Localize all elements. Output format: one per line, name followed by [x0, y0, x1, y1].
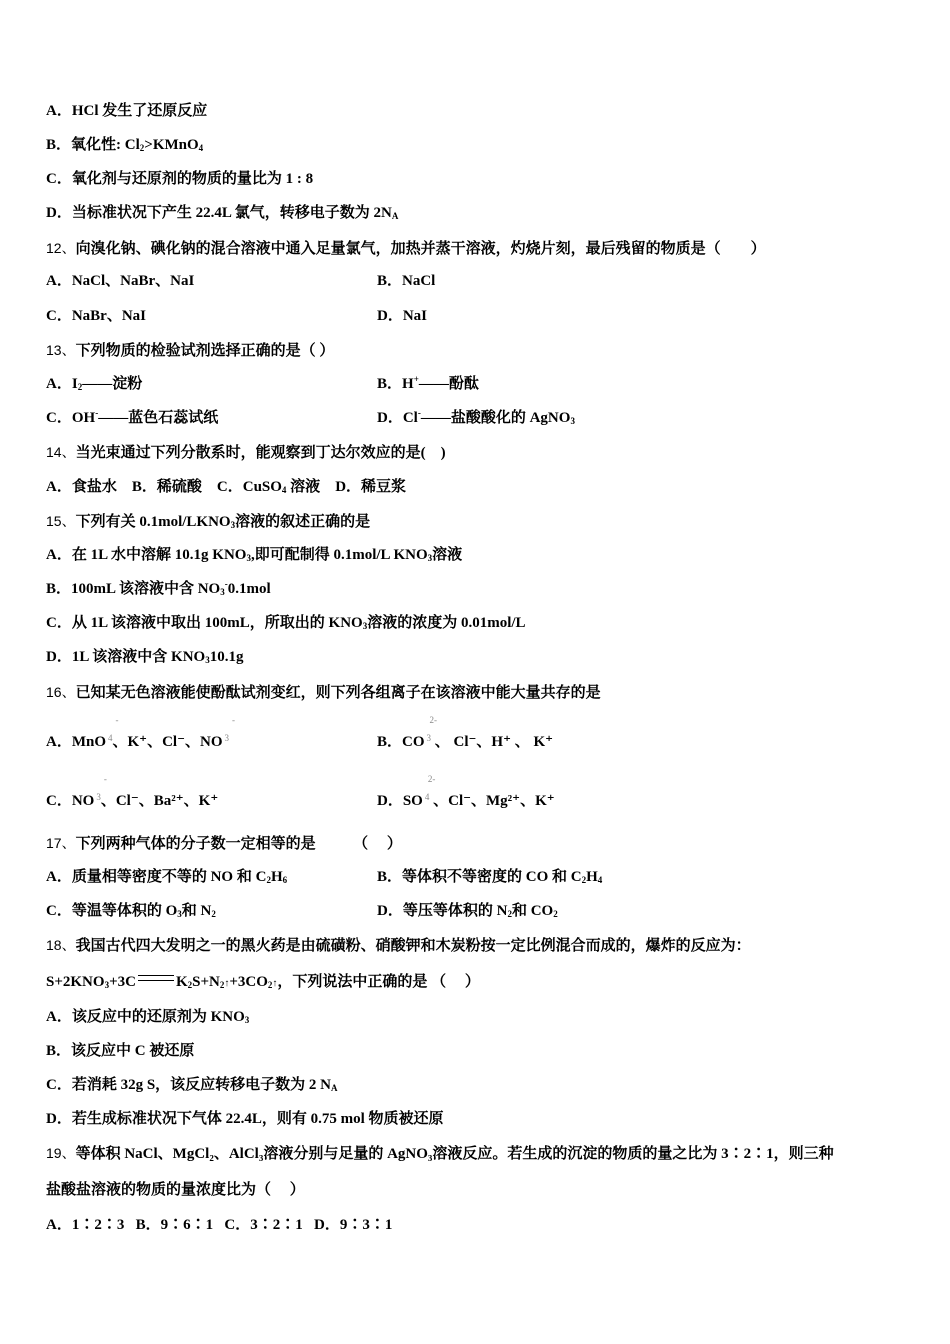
- option-text: ——酚酞: [418, 376, 479, 392]
- q14-options: [46, 477, 406, 497]
- question-number: 12、: [46, 240, 76, 256]
- option-label: A．: [46, 376, 72, 392]
- option-text: 1∶2∶3: [71, 1217, 125, 1233]
- question-number: 17、: [46, 835, 76, 851]
- q18-option-b: [46, 1041, 194, 1061]
- option-text: NaI: [402, 308, 428, 324]
- option-label: C．: [224, 1217, 251, 1233]
- ion-index: 3: [224, 733, 230, 743]
- question-text: 下列两种气体的分子数一定相等的是 （ ）: [75, 836, 402, 852]
- subscript: 4: [597, 875, 603, 885]
- option-text: 、K⁺、Cl⁻、: [112, 734, 201, 750]
- ion-index: 4: [108, 733, 113, 743]
- ion-charge: -: [232, 715, 236, 725]
- q19-option-a: [46, 1217, 124, 1233]
- q15-option-b: [46, 579, 271, 599]
- q18-equation: [46, 972, 480, 994]
- option-label: D．: [377, 410, 403, 426]
- q17-options-row2: [46, 901, 906, 921]
- q12-options-row1: [46, 271, 906, 291]
- q17-option-b: [377, 867, 602, 887]
- question-text: 等体积 NaCl、MgCl₂、AlCl₃溶液分别与足量的 AgNO₃溶液反应。若生成的沉淀的物质的量之比为 3∶2∶1，则三种: [75, 1146, 834, 1162]
- q16-stem: [46, 682, 601, 703]
- q19-options: [46, 1215, 392, 1235]
- up-arrow-icon: ↑: [224, 978, 230, 989]
- q13-option-d: [377, 408, 575, 428]
- ion-formula: [200, 715, 236, 752]
- q18-option-a: [46, 1007, 249, 1027]
- option-label: A．: [46, 1009, 72, 1025]
- option-text: 3∶2∶1: [250, 1217, 303, 1233]
- formula: I: [71, 376, 78, 392]
- option-text: 该反应中 C 被还原: [71, 1043, 195, 1059]
- option-label: C．: [46, 1077, 72, 1093]
- equation-text: +3C: [109, 974, 136, 990]
- q18-stem: [46, 935, 751, 956]
- q16-option-d: [377, 774, 555, 811]
- ion-index: 3: [426, 733, 432, 743]
- option-text: 稀硫酸: [156, 479, 202, 495]
- q12-option-d: [377, 306, 427, 326]
- option-text: 溶液的浓度为 0.01mol/L: [367, 615, 526, 631]
- q13-options-row2: [46, 408, 906, 428]
- subscript: 2: [267, 980, 273, 990]
- question-text: 下列物质的检验试剂选择正确的是（ ）: [75, 343, 335, 359]
- subscript: 2: [507, 909, 512, 919]
- option-text: NaCl、NaBr、NaI: [71, 273, 195, 289]
- q13-option-a: [46, 376, 142, 392]
- option-text: 该反应中的还原剂为 KNO: [71, 1009, 245, 1025]
- option-label: C．: [46, 410, 72, 426]
- q12-option-b: [377, 271, 435, 291]
- q18-option-d: [46, 1109, 444, 1129]
- superscript: -: [95, 408, 99, 418]
- q16-option-c: [46, 774, 219, 809]
- superscript: -: [417, 408, 421, 418]
- q16-option-b: [377, 715, 554, 752]
- option-label: D．: [335, 479, 362, 495]
- superscript: -: [224, 579, 228, 589]
- option-text: 和 CO: [511, 903, 554, 919]
- q14-option-b: [132, 479, 202, 495]
- option-label: A．: [46, 734, 72, 750]
- q17-option-a: [46, 869, 287, 885]
- subscript: 4: [281, 485, 287, 495]
- q11-option-c: [46, 169, 313, 189]
- q13-option-b: [377, 374, 479, 394]
- equation-text: K: [175, 974, 188, 990]
- option-label: B．: [377, 734, 403, 750]
- subscript: 3: [427, 553, 433, 563]
- question-text: 向溴化钠、碘化钠的混合溶液中通入足量氯气，加热并蒸干溶液，灼烧片刻，最后残留的物质是（ ）: [75, 241, 766, 257]
- q15-option-a: [46, 545, 462, 565]
- option-text: 、Cl⁻、Ba²⁺、K⁺: [100, 793, 219, 809]
- option-text: 氧化剂与还原剂的物质的量比为 1 : 8: [71, 171, 314, 187]
- q17-option-c: [46, 903, 216, 919]
- up-arrow-icon: ↑: [272, 978, 278, 989]
- option-label: C．: [46, 903, 72, 919]
- option-text: 食盐水: [71, 479, 117, 495]
- option-text: 当标准状况下产生 22.4L 氯气，转移电子数为 2N: [71, 205, 392, 221]
- option-label: A．: [46, 479, 72, 495]
- option-text: 从 1L 该溶液中取出 100mL，所取出的 KNO: [71, 615, 363, 631]
- option-text: >KMnO: [144, 137, 199, 153]
- q12-option-c: [46, 308, 146, 324]
- q17-option-d: [377, 901, 558, 921]
- ion-charge: -: [115, 715, 119, 725]
- question-text: 溶液的叙述正确的是: [235, 514, 371, 530]
- option-label: B．: [377, 273, 403, 289]
- option-text: 和 N: [181, 903, 212, 919]
- option-text: 、Cl⁻、Mg²⁺、K⁺: [429, 793, 555, 809]
- formula: OH: [71, 410, 96, 426]
- subscript: 2: [139, 143, 145, 153]
- subscript: 3: [362, 621, 368, 631]
- q19-stem-line2: [46, 1180, 305, 1200]
- q14-stem: [46, 442, 446, 463]
- option-label: A．: [46, 1217, 72, 1233]
- q16-option-a: [46, 715, 236, 750]
- equation-text: S+2KNO: [46, 974, 105, 990]
- subscript: 3: [220, 587, 225, 597]
- option-text: NaBr、NaI: [71, 308, 147, 324]
- option-text: CuSO: [242, 479, 282, 495]
- q13-options-row1: [46, 374, 906, 394]
- option-text: 等压等体积的 N: [402, 903, 508, 919]
- q17-stem: [46, 833, 402, 854]
- ion-formula: [402, 715, 438, 752]
- question-number: 19、: [46, 1145, 76, 1161]
- subscript: 2: [219, 980, 225, 990]
- option-text: H: [586, 869, 598, 885]
- option-text: ——盐酸酸化的 AgNO: [420, 410, 571, 426]
- subscript: 2: [187, 980, 193, 990]
- subscript: 3: [177, 909, 182, 919]
- option-label: A．: [46, 869, 72, 885]
- subscript: 3: [246, 553, 251, 563]
- q19-option-b: [136, 1217, 214, 1233]
- ion-formula: [71, 774, 107, 811]
- question-text: ，下列说法中正确的是 （ ）: [277, 974, 480, 990]
- option-text: 9∶3∶1: [339, 1217, 393, 1233]
- option-label: D．: [46, 649, 72, 665]
- q13-stem: [46, 340, 334, 361]
- option-label: D．: [46, 205, 72, 221]
- q13-option-c: [46, 410, 218, 426]
- question-number: 16、: [46, 684, 76, 700]
- option-text: ——蓝色石蕊试纸: [98, 410, 219, 426]
- option-text: 、 Cl⁻、H⁺ 、 K⁺: [431, 734, 554, 750]
- q19-stem-line1: [46, 1143, 834, 1164]
- ion-charge: -: [103, 774, 107, 784]
- option-label: B．: [131, 479, 157, 495]
- ion-index: 4: [424, 792, 430, 802]
- q15-option-c: [46, 613, 526, 633]
- option-label: B．: [377, 869, 403, 885]
- subscript: 3: [570, 416, 575, 426]
- option-label: B．: [46, 581, 72, 597]
- equation-text: S+N: [192, 974, 220, 990]
- option-text: 1L 该溶液中含 KNO: [71, 649, 206, 665]
- option-text: 溶液: [432, 547, 463, 563]
- q14-option-a: [46, 479, 117, 495]
- option-label: D．: [377, 903, 403, 919]
- option-text: 10.1g: [209, 649, 244, 665]
- option-label: D．: [46, 1111, 72, 1127]
- option-label: A．: [46, 273, 72, 289]
- subscript: 3: [104, 980, 110, 990]
- subscript: 2: [266, 875, 271, 885]
- subscript: A: [391, 211, 399, 221]
- equals-sign-icon: [138, 975, 174, 981]
- option-label: D．: [377, 793, 403, 809]
- option-text: 溶液: [286, 479, 321, 495]
- formula: H: [402, 376, 414, 392]
- option-label: C．: [46, 171, 72, 187]
- option-label: D．: [377, 308, 403, 324]
- option-label: A．: [46, 103, 72, 119]
- q12-option-a: [46, 273, 194, 289]
- subscript: 2: [581, 875, 587, 885]
- subscript: A: [331, 1083, 338, 1093]
- ion-charge: 2-: [427, 774, 436, 784]
- q14-option-d: [335, 479, 406, 495]
- subscript: 4: [198, 143, 204, 153]
- equation-text: +3CO: [229, 974, 268, 990]
- q12-options-row2: [46, 306, 906, 326]
- q15-option-d: [46, 647, 243, 667]
- option-text: 等体积不等密度的 CO 和 C: [402, 869, 582, 885]
- subscript: 3: [244, 1015, 250, 1025]
- subscript: 3: [230, 520, 236, 530]
- formula: NO: [71, 793, 95, 809]
- option-label: C．: [46, 615, 72, 631]
- q12-stem: [46, 238, 766, 259]
- subscript: 2: [77, 382, 83, 392]
- question-text: 我国古代四大发明之一的黑火药是由硫磺粉、硝酸钾和木炭粉按一定比例混合而成的，爆炸的反应为：: [75, 938, 751, 954]
- q16-options-row2: [46, 774, 906, 811]
- option-label: D．: [314, 1217, 340, 1233]
- question-text: 下列有关 0.1mol/LKNO: [75, 514, 231, 530]
- option-text: HCl 发生了还原反应: [71, 103, 208, 119]
- option-text: 若消耗 32g S，该反应转移电子数为 2 N: [71, 1077, 332, 1093]
- ion-formula: [71, 715, 119, 752]
- option-text: 100mL 该溶液中含 NO: [71, 581, 221, 597]
- formula: SO: [402, 793, 423, 809]
- ion-formula: [402, 774, 436, 811]
- option-text: NaCl: [402, 273, 436, 289]
- option-text: 质量相等密度不等的 NO 和 C: [71, 869, 267, 885]
- option-text: 若生成标准状况下气体 22.4L，则有 0.75 mol 物质被还原: [71, 1111, 444, 1127]
- option-text: 稀豆浆: [361, 479, 407, 495]
- option-text: H: [270, 869, 283, 885]
- question-text: 当光束通过下列分散系时，能观察到丁达尔效应的是( ): [75, 445, 446, 461]
- option-label: A．: [46, 547, 72, 563]
- q11-option-a: [46, 101, 207, 121]
- option-label: C．: [46, 308, 72, 324]
- q11-option-d: [46, 203, 398, 223]
- ion-index: 3: [96, 792, 101, 802]
- option-text: ,即可配制得 0.1mol/L KNO: [250, 547, 428, 563]
- question-number: 15、: [46, 513, 76, 529]
- question-number: 18、: [46, 937, 76, 953]
- q11-option-b: [46, 135, 203, 155]
- option-text: 在 1L 水中溶解 10.1g KNO: [71, 547, 247, 563]
- subscript: 2: [553, 909, 558, 919]
- option-text: ——淀粉: [82, 376, 143, 392]
- question-text: 已知某无色溶液能使酚酞试剂变红，则下列各组离子在该溶液中能大量共存的是: [75, 685, 601, 701]
- ion-charge: 2-: [429, 715, 438, 725]
- subscript: 3: [205, 655, 210, 665]
- option-label: B．: [46, 137, 72, 153]
- option-text: 氧化性: Cl: [71, 137, 140, 153]
- q18-option-c: [46, 1075, 338, 1095]
- option-text: 9∶6∶1: [160, 1217, 214, 1233]
- option-label: C．: [46, 793, 72, 809]
- formula: NO: [200, 734, 223, 750]
- subscript: 2: [211, 909, 216, 919]
- q16-options-row1: [46, 715, 906, 752]
- question-number: 14、: [46, 444, 76, 460]
- formula: MnO: [71, 734, 107, 750]
- option-text: 0.1mol: [227, 581, 271, 597]
- q15-stem: [46, 511, 370, 532]
- option-label: C．: [216, 479, 243, 495]
- option-label: B．: [377, 376, 403, 392]
- superscript: +: [413, 374, 419, 384]
- question-text: 盐酸盐溶液的物质的量浓度比为（ ）: [46, 1182, 305, 1198]
- formula: Cl: [402, 410, 418, 426]
- option-label: B．: [135, 1217, 161, 1233]
- q14-option-c: [217, 479, 320, 495]
- option-text: 等温等体积的 O: [71, 903, 178, 919]
- option-label: B．: [46, 1043, 72, 1059]
- question-number: 13、: [46, 342, 76, 358]
- q19-option-c: [224, 1217, 302, 1233]
- subscript: 6: [282, 875, 288, 885]
- q19-option-d: [314, 1217, 392, 1233]
- formula: CO: [402, 734, 425, 750]
- q17-options-row1: [46, 867, 906, 887]
